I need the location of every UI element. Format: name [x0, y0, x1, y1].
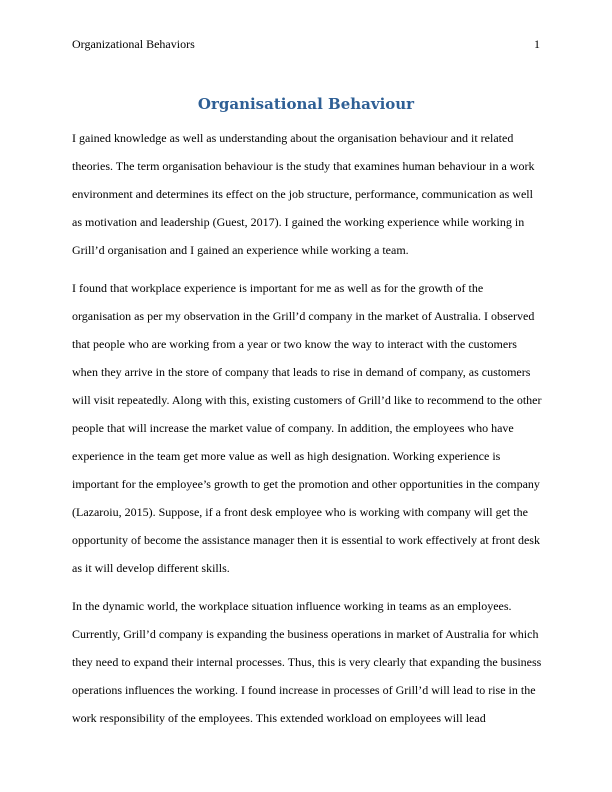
document-body: [72, 124, 542, 742]
paragraph-2: I found that workplace experience is important for me as well as for the growth of the organisation as per my observation in the Grill’d company in the market of Australia. I observed that people who are working from a year or two know the way to interact with the customers when they arrive in the store of company that leads to rise in demand of company, as customers will visit repeatedly. Along with this, existing customers of Grill’d like to recommend to the other people that will increase the market value of company. In addition, the employees who have experience in the team get more value as well as high designation. Working experience is important for the employee’s growth to get the promotion and other opportunities in the company (Lazaroiu, 2015). Suppose, if a front desk employee who is working with company will get the opportunity of become the assistance manager then it is essential to work effectively at front desk as it will develop different skills.: [72, 281, 542, 575]
paragraph-1: I gained knowledge as well as understanding about the organisation behaviour and it related theories. The term organisation behaviour is the study that examines human behaviour in a work environment and determines its effect on the job structure, performance, communication as well as motivation and leadership (Guest, 2017). I gained the working experience while working in Grill’d organisation and I gained an experience while working a team.: [72, 131, 535, 257]
running-head-title: Organizational Behaviors: [72, 37, 195, 51]
page-number: 1: [534, 37, 540, 51]
paragraph-3: In the dynamic world, the workplace situation influence working in teams as an employees. Currently, Grill’d company is expanding the business operations in market of Australia for which they need to expand their internal processes. Thus, this is very clearly that expanding the business operations influences the working. I found increase in processes of Grill’d will lead to rise in the work responsibility of the employees. This extended workload on employees will lead: [72, 599, 542, 725]
page-header: [72, 36, 540, 52]
document-title: Organisational Behaviour: [197, 95, 415, 113]
